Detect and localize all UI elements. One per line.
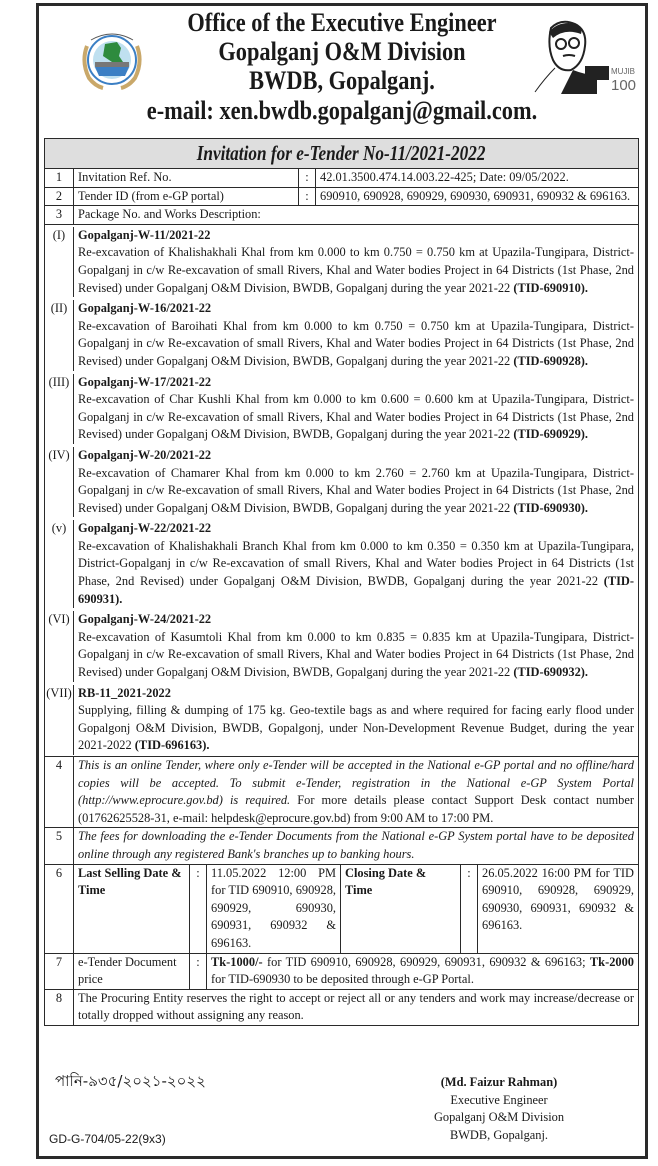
table-row: [45, 169, 638, 188]
notice-header: [39, 6, 645, 134]
package-item: [45, 444, 638, 517]
package-number: (VII): [45, 685, 74, 755]
package-description: Re-excavation of Kasumtoli Khal from km 0.000 to km 0.835 = 0.835 km at Upazila-Tungipara, District-Gopalganj in c/w Re-excavation of small Rivers, Khal and Water bodies Project in 64 Districts (1st Phase, 2nd Revised) under Gopalganj O&M Division, BWDB, Gopalganj during the year 2021-22: [78, 629, 634, 680]
package-tid: (TID-690930).: [513, 500, 589, 515]
package-description: Re-excavation of Baroihati Khal from km 0.000 to km 0.750 = 0.750 km at Upazila-Tungipara, District-Gopalganj in c/w Re-excavation of small Rivers, Khal and Water bodies Project in 64 Districts (1st Phase, 2nd Revised) under Gopalganj O&M Division, BWDB, Gopalganj during the year 2021-22: [78, 318, 634, 368]
row-colon: :: [461, 865, 478, 953]
row-colon: :: [299, 169, 316, 187]
mujib-label: MUJIB: [611, 67, 635, 76]
package-number: (III): [45, 374, 74, 444]
last-selling-value: 11.05.2022 12:00 PM for TID 690910, 690928, 690929, 690930, 690931, 690932 & 696163.: [207, 865, 341, 953]
invitation-ref-value: 42.01.3500.474.14.003.22-425; Date: 09/05/2022.: [320, 170, 569, 184]
mujib-number: 100: [611, 77, 637, 94]
mujib-100-logo-icon: [525, 18, 637, 96]
online-tender-notice: This is an online Tender, where only e-Tender will be accepted in the National e-GP portal and no offline/hard copies will be accepted. To submit e-Tender, registration in the National e-GP System Portal (http://www.eprocure.gov.bd) is required.: [78, 758, 634, 808]
package-section-label: Package No. and Works Description:: [78, 207, 261, 222]
tender-title-bar: [45, 139, 638, 169]
table-row: [45, 865, 638, 954]
package-item: [45, 517, 638, 608]
package-tid: (TID-690932).: [513, 665, 589, 680]
tender-id-value: 690910, 690928, 690929, 690930, 690931, 690932 & 696163.: [320, 188, 631, 203]
table-row: [45, 188, 638, 207]
price-1000-detail: for TID 690910, 690928, 690929, 690931, 690932 & 696163;: [262, 954, 590, 969]
procuring-entity-clause: The Procuring Entity reserves the right to accept or reject all or any tenders and work may increase/decrease or totally dropped without assigning any reason.: [78, 990, 634, 1023]
row-number: 5: [45, 828, 74, 863]
package-description: Re-excavation of Char Kushli Khal from km 0.000 to km 0.600 = 0.600 km at Upazila-Tungipara, District-Gopalganj in c/w Re-excavation of small Rivers, Khal and Water bodies Project in 64 Districts (1st Phase, 2nd Revised) under Gopalganj O&M Division, BWDB, Gopalganj during the year 2021-22: [78, 392, 634, 442]
board-title: BWDB, Gopalganj.: [249, 66, 435, 95]
package-tid: (TID-690928).: [513, 353, 589, 368]
package-description: Re-excavation of Chamarer Khal from km 0.000 to km 2.760 = 2.760 km at Upazila-Tungipara, District-Gopalganj in c/w Re-excavation of small Rivers, Khal and Water bodies Project in 64 Districts (1st Phase, 2nd Revised) under Gopalganj O&M Division, BWDB, Gopalganj during the year 2021-22: [78, 465, 634, 515]
price-1000: Tk-1000/-: [211, 954, 263, 969]
memo-number: পানি-৯৩৫/২০২১-২০২২: [55, 1072, 206, 1090]
row-number: 3: [45, 206, 74, 224]
table-row: [45, 206, 638, 225]
package-title: Gopalganj-W-16/2021-22: [78, 301, 212, 316]
price-2000-detail: for TID-690930 to be deposited through e-GP Portal.: [211, 972, 474, 987]
package-tid: (TID-696163).: [134, 738, 210, 753]
signatory-designation: Executive Engineer: [450, 1092, 548, 1107]
row-number: 4: [45, 757, 74, 827]
row-colon: :: [190, 954, 207, 989]
table-row: [45, 954, 638, 990]
package-title: Gopalganj-W-24/2021-22: [78, 612, 212, 627]
row-colon: :: [190, 865, 207, 953]
table-row: [45, 757, 638, 828]
package-item: [45, 297, 638, 370]
division-title: Gopalganj O&M Division: [218, 37, 466, 66]
row-number: 2: [45, 188, 74, 206]
package-description: Supplying, filling & dumping of 175 kg. Geo-textile bags as and where required for facing early flood under Gopalgonj O&M Division, BWDB, Gopalgonj, under Non-Development Revenue Budget, during the year 2021-2022: [78, 703, 634, 753]
package-tid: (TID-690929).: [513, 427, 589, 442]
notice-frame: [36, 3, 648, 1159]
package-title: Gopalganj-W-17/2021-22: [78, 374, 212, 389]
table-row: [45, 828, 638, 864]
row-label: Tender ID (from e-GP portal): [74, 188, 299, 206]
row-colon: :: [299, 188, 316, 206]
office-title: Office of the Executive Engineer: [187, 8, 497, 37]
package-item: [45, 682, 638, 756]
row-number: 7: [45, 954, 74, 989]
document-price-label: e-Tender Document price: [74, 954, 190, 989]
closing-date-value: 26.05.2022 16:00 PM for TID 690910, 690928, 690929, 690930, 690931, 690932 & 696163.: [482, 865, 634, 933]
signatory-division: Gopalganj O&M Division: [433, 1110, 565, 1124]
fees-notice: The fees for downloading the e-Tender Documents from the National e-GP System portal have to be deposited online through any registered Bank's branches up to banking hours.: [78, 829, 634, 861]
signatory-office: BWDB, Gopalganj.: [449, 1127, 549, 1142]
package-tid: (TID-690910).: [513, 280, 589, 295]
package-item: [45, 371, 638, 444]
row-number: 1: [45, 169, 74, 187]
package-tid: (TID-690931).: [78, 574, 634, 606]
package-title: Gopalganj-W-11/2021-22: [78, 227, 211, 242]
tender-table: [44, 138, 639, 1026]
support-desk-info: For more details please contact Support Desk contact number (01762625528-31, e-mail: helpdesk@eprocure.gov.bd) from 9:00 AM to 17:00 PM.: [78, 793, 634, 825]
signatory-name: (Md. Faizur Rahman): [440, 1075, 558, 1089]
package-number: (v): [45, 520, 74, 608]
tender-title: Invitation for e-Tender No-11/2021-2022: [197, 141, 486, 165]
package-description: Re-excavation of Khalishakhali Branch Khal from km 0.000 to km 0.350 = 0.350 km at Upazila-Tungipara, District-Gopalganj in c/w Re-excavation of small Rivers, Khal and Water bodies Project in 64 Districts (1st Phase, 2nd Revised) under Gopalganj O&M Division, BWDB, Gopalganj during the year 2021-22: [78, 538, 634, 589]
row-number: 8: [45, 990, 74, 1025]
package-number: (II): [45, 300, 74, 370]
email-line: e-mail: xen.bwdb.gopalganj@gmail.com.: [146, 96, 538, 125]
row-label: Invitation Ref. No.: [74, 169, 299, 187]
package-item: [45, 608, 638, 681]
package-title: RB-11_2021-2022: [78, 685, 171, 700]
ad-code: GD-G-704/05-22(9x3): [49, 1132, 166, 1146]
package-item: [45, 225, 638, 297]
table-row: [45, 990, 638, 1025]
package-number: (I): [45, 227, 74, 297]
closing-date-label: Closing Date & Time: [341, 865, 461, 953]
package-number: (IV): [45, 447, 74, 517]
package-list: [45, 225, 638, 757]
package-description: Re-excavation of Khalishakhali Khal from km 0.000 to km 0.750 = 0.750 km at Upazila-Tungipara, District-Gopalganj in c/w Re-excavation of small Rivers, Khal and Water bodies Project in 64 Districts (1st Phase, 2nd Revised) under Gopalganj O&M Division, BWDB, Gopalganj during the year 2021-22: [78, 245, 634, 295]
row-number: 6: [45, 865, 74, 953]
last-selling-label: Last Selling Date & Time: [74, 865, 190, 953]
package-number: (VI): [45, 611, 74, 681]
price-2000: Tk-2000: [589, 954, 634, 969]
signature-block: [429, 1074, 569, 1144]
package-title: Gopalganj-W-20/2021-22: [78, 447, 212, 462]
package-title: Gopalganj-W-22/2021-22: [78, 521, 212, 536]
